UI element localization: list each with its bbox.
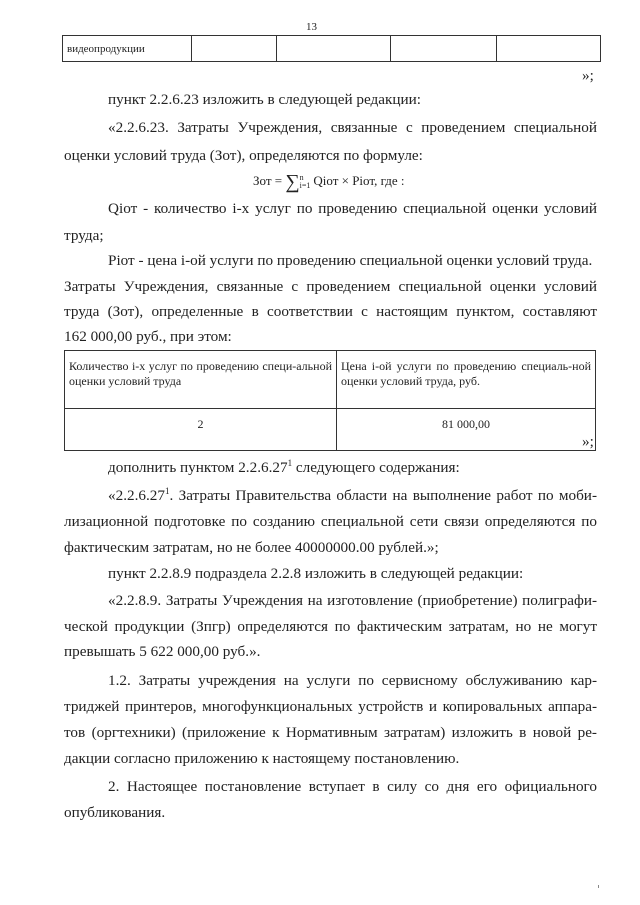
cell-price: 81 000,00	[337, 409, 596, 451]
cell-quantity: 2	[65, 409, 337, 451]
paragraph-line: превышать 5 622 000,00 руб.».	[64, 643, 261, 660]
paragraph-line: «2.2.6.23. Затраты Учреждения, связанные с проведением специальной	[108, 119, 597, 136]
paragraph-line: тов (оргтехники) (приложение к Нормативным затратам) изложить в новой ре-	[64, 724, 597, 741]
table-cell	[277, 36, 391, 62]
quote-close: »;	[582, 433, 594, 450]
superscript: 1	[164, 485, 170, 496]
paragraph-line: труда (Зот), определенные в соответствии с настоящим пунктом, составляют	[64, 303, 597, 320]
paragraph-line: Затраты Учреждения, связанные с проведением специальной оценки условий	[64, 278, 597, 295]
paragraph-line: пункт 2.2.8.9 подраздела 2.2.8 изложить в следующей редакции:	[108, 565, 524, 582]
paragraph-line: Piот - цена i-ой услуги по проведению специальной оценки условий труда.	[108, 252, 593, 269]
paragraph-line: оценки условий труда (Зот), определяются по формуле:	[64, 147, 423, 164]
cost-table	[64, 350, 596, 451]
line-text: дополнить пунктом 2.2.6.27	[108, 459, 288, 476]
paragraph-line	[108, 458, 460, 478]
paragraph-line: лизационной подготовке по созданию специальной сети связи определяются по	[64, 513, 597, 530]
formula-lhs: Зот =	[253, 173, 286, 188]
paragraph-line: «2.2.8.9. Затраты Учреждения на изготовление (приобретение) полиграфи-	[108, 592, 597, 609]
paragraph-line: труда;	[64, 227, 104, 244]
paragraph-line: 2. Настоящее постановление вступает в силу со дня его официального	[108, 778, 597, 795]
paragraph-line: 1.2. Затраты учреждения на услуги по сервисному обслуживанию кар-	[108, 672, 597, 689]
scan-speck	[598, 885, 599, 888]
paragraph-line: триджей принтеров, многофункциональных устройств и копировальных аппара-	[64, 698, 597, 715]
line-text: . Затраты Правительства области на выполнение работ по моби-	[169, 487, 597, 504]
table-cell	[497, 36, 601, 62]
paragraph-line: 162 000,00 руб., при этом:	[64, 328, 232, 345]
table-row	[65, 409, 596, 451]
page-number: 13	[306, 21, 317, 33]
table-cell: видеопродукции	[63, 36, 192, 62]
table-cell	[391, 36, 497, 62]
quote-close: »;	[582, 67, 594, 84]
superscript: 1	[287, 457, 293, 468]
line-text: «2.2.6.27	[108, 487, 165, 504]
table-cell	[192, 36, 277, 62]
formula-rhs: Qiот × Piот, где :	[313, 173, 405, 188]
paragraph-line	[108, 486, 597, 506]
paragraph-line: пункт 2.2.6.23 изложить в следующей редакции:	[108, 91, 421, 108]
table-row	[63, 36, 601, 62]
paragraph-line: дакции согласно приложению к настоящему постановлению.	[64, 750, 460, 767]
sum-symbol: ∑	[285, 171, 300, 193]
paragraph-line: опубликования.	[64, 804, 166, 821]
line-text: следующего содержания:	[292, 459, 460, 476]
table-header-row	[65, 351, 596, 409]
paragraph-line: ческой продукции (Зпгр) определяются по фактическим затратам, но не могут	[64, 618, 597, 635]
sum-limits	[300, 174, 311, 190]
header-quantity: Количество i-х услуг по проведению специ-альной оценки условий труда	[65, 351, 337, 409]
sum-upper: n	[299, 173, 304, 183]
continued-table	[62, 35, 601, 62]
sum-lower: i=1	[299, 181, 311, 191]
paragraph-line: Qiот - количество i-х услуг по проведению специальной оценки условий	[108, 200, 597, 217]
header-price: Цена i-ой услуги по проведению специаль-ной оценки условий труда, руб.	[337, 351, 596, 409]
formula	[253, 171, 405, 194]
paragraph-line: фактическим затратам, но не более 40000000.00 рублей.»;	[64, 539, 439, 556]
